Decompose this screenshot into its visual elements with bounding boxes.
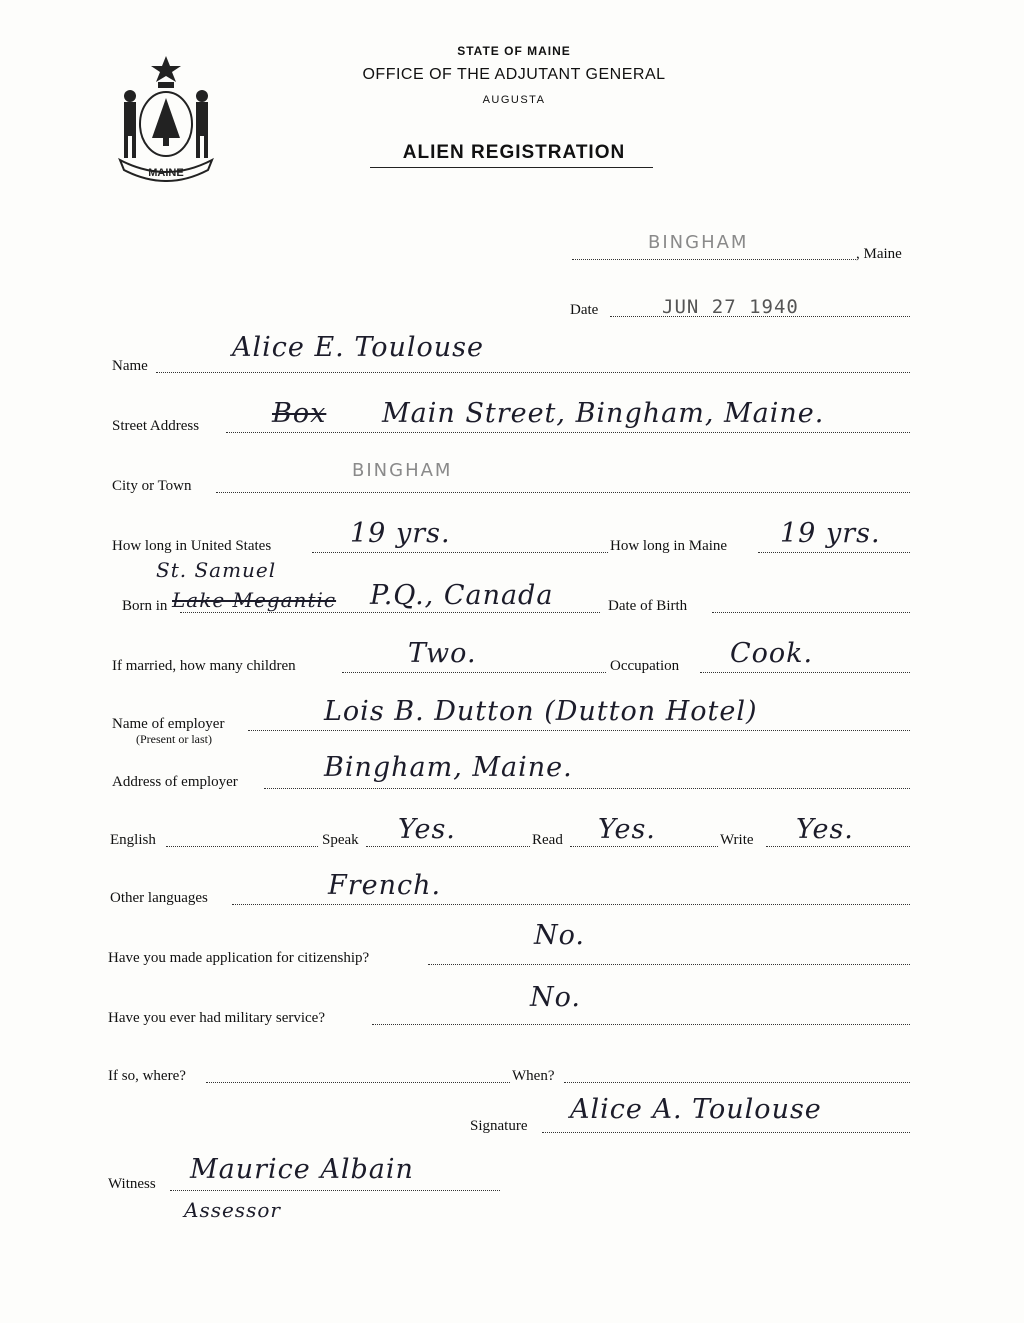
employer-address-label: Address of employer: [112, 774, 238, 790]
witness-value: Maurice Albain: [190, 1154, 414, 1185]
occupation-value: Cook.: [730, 638, 814, 669]
street-struck-value: Box: [272, 398, 327, 429]
name-label: Name: [112, 358, 148, 374]
maine-label: , Maine: [856, 246, 902, 262]
signature-line: [542, 1132, 910, 1133]
signature-value: Alice A. Toulouse: [570, 1094, 822, 1125]
other-languages-value: French.: [328, 870, 442, 901]
title-underline: [370, 167, 653, 168]
witness-label: Witness: [108, 1176, 156, 1192]
how-long-maine-value: 19 yrs.: [780, 518, 881, 549]
city-label: City or Town: [112, 478, 192, 494]
signature-label: Signature: [470, 1118, 528, 1134]
how-long-maine-label: How long in Maine: [610, 538, 728, 554]
office-heading: OFFICE OF THE ADJUTANT GENERAL: [362, 66, 666, 83]
street-line: [226, 432, 910, 433]
date-label: Date: [570, 302, 599, 318]
town-stamp: BINGHAM: [648, 232, 749, 253]
speak-label: Speak: [322, 832, 359, 848]
occupation-label: Occupation: [610, 658, 680, 674]
write-line: [766, 846, 910, 847]
read-label: Read: [532, 832, 563, 848]
street-value: Main Street, Bingham, Maine.: [382, 398, 825, 429]
city-line: [216, 492, 910, 493]
citizenship-label: Have you made application for citizenship?: [108, 950, 370, 966]
military-label: Have you ever had military service?: [108, 1010, 325, 1026]
speak-line: [366, 846, 530, 847]
name-value: Alice E. Toulouse: [232, 332, 484, 363]
street-label: Street Address: [112, 418, 200, 434]
children-line: [342, 672, 606, 673]
citizenship-value: No.: [534, 920, 585, 951]
employer-line: [248, 730, 910, 731]
other-languages-label: Other languages: [110, 890, 208, 906]
born-above-value: St. Samuel: [156, 558, 277, 582]
seal-text: MAINE: [148, 167, 184, 179]
where-line: [206, 1082, 510, 1083]
name-line: [156, 372, 910, 373]
date-stamp: JUN 27 1940: [662, 296, 799, 318]
city-heading: AUGUSTA: [482, 94, 546, 106]
when-line: [564, 1082, 910, 1083]
born-value: P.Q., Canada: [370, 580, 554, 611]
other-languages-line: [232, 904, 910, 905]
employer-value: Lois B. Dutton (Dutton Hotel): [324, 696, 758, 727]
read-line: [570, 846, 718, 847]
children-label: If married, how many children: [112, 658, 296, 674]
born-line: [180, 612, 600, 613]
form-title: ALIEN REGISTRATION: [402, 142, 626, 163]
how-long-maine-line: [758, 552, 910, 553]
city-stamp: BINGHAM: [352, 460, 453, 481]
how-long-us-label: How long in United States: [112, 538, 272, 554]
witness-title: Assessor: [184, 1198, 281, 1222]
employer-label: Name of employer: [112, 716, 225, 732]
state-heading: STATE OF MAINE: [457, 44, 571, 58]
write-label: Write: [720, 832, 754, 848]
write-value: Yes.: [796, 814, 854, 845]
employer-note: (Present or last): [136, 732, 212, 746]
dob-label: Date of Birth: [608, 598, 688, 614]
born-label: Born in: [122, 598, 168, 614]
english-line: [166, 846, 318, 847]
born-struck-value: Lake Megantic: [172, 588, 337, 612]
english-label: English: [110, 832, 156, 848]
how-long-us-line: [312, 552, 608, 553]
when-label: When?: [512, 1068, 555, 1084]
where-label: If so, where?: [108, 1068, 186, 1084]
how-long-us-value: 19 yrs.: [350, 518, 451, 549]
occupation-line: [700, 672, 910, 673]
military-line: [372, 1024, 910, 1025]
read-value: Yes.: [598, 814, 656, 845]
speak-value: Yes.: [398, 814, 456, 845]
town-line: [572, 259, 856, 260]
employer-address-line: [264, 788, 910, 789]
dob-line: [712, 612, 910, 613]
military-value: No.: [530, 982, 581, 1013]
children-value: Two.: [408, 638, 477, 669]
witness-line: [170, 1190, 500, 1191]
employer-address-value: Bingham, Maine.: [324, 752, 573, 783]
citizenship-line: [428, 964, 910, 965]
